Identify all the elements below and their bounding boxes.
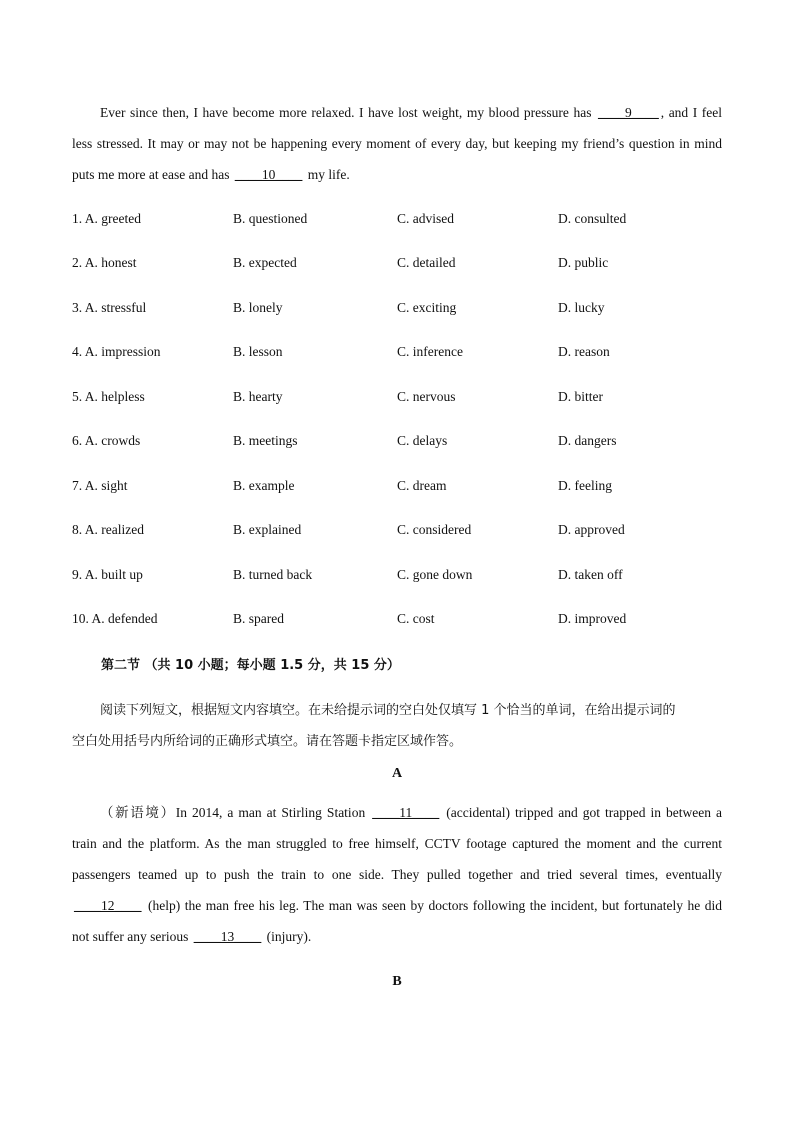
text: not suffer any serious [72,929,192,944]
passage-line-1 [72,97,722,128]
option-a: 8. A. realized [72,522,144,537]
option-d: D. dangers [558,433,617,448]
option-b: B. meetings [233,433,298,448]
blank-11: ____11____ [372,805,440,820]
blank-10: ____10____ [234,167,303,182]
text: (accidental) tripped and got trapped in between a [441,805,723,820]
option-d: D. consulted [558,211,627,226]
option-a: 4. A. impression [72,344,161,359]
option-row [72,389,732,415]
option-row [72,255,732,281]
instruction-line-2: 空白处用括号内所给词的正确形式填空。请在答题卡指定区域作答。 [72,734,463,749]
text: （新语境）In 2014, a man at Stirling Station [100,805,371,820]
option-b: B. questioned [233,211,308,226]
passage-end [72,97,722,190]
option-a: 1. A. greeted [72,211,141,226]
text: Ever since then, I have become more relaxed. I have lost weight, my blood pressure has [100,105,597,120]
option-d: D. taken off [558,567,623,582]
option-b: B. lonely [233,300,283,315]
option-a: 9. A. built up [72,567,143,582]
option-a: 2. A. honest [72,255,137,270]
option-row [72,433,732,459]
text: puts me more at ease and has [72,167,233,182]
option-d: D. lucky [558,300,605,315]
passage-a-line-4 [72,890,722,921]
option-b: B. turned back [233,567,313,582]
option-c: C. delays [397,433,448,448]
text: (injury). [263,929,312,944]
blank-9: ____9____ [598,105,659,120]
text: (help) the man free his leg. The man was seen by doctors following the incident, but fortunately he did [143,898,722,913]
option-b: B. spared [233,611,284,626]
option-row [72,211,732,237]
option-row [72,522,732,548]
instruction-line-1: 阅读下列短文，根据短文内容填空。在未给提示词的空白处仅填写 1 个恰当的单词，在给出提示词的 [100,703,676,718]
passage-a-line-3: passengers teamed up to push the train to one side. They pulled together and tried several times, eventually [72,867,722,882]
blank-12: ____12____ [74,898,142,913]
option-c: C. exciting [397,300,457,315]
option-c: C. cost [397,611,435,626]
option-a: 7. A. sight [72,478,128,493]
option-d: D. reason [558,344,610,359]
option-c: C. dream [397,478,447,493]
option-b: B. example [233,478,295,493]
section-title: 第二节 （共 10 小题；每小题 1.5 分，共 15 分） [101,658,400,673]
passage-a-line-5 [72,921,722,952]
passage-line-2: less stressed. It may or may not be happening every moment of every day, but keeping my friend’s question in mind [72,136,722,151]
option-a: 10. A. defended [72,611,158,626]
option-row [72,611,732,637]
option-b: B. explained [233,522,302,537]
option-d: D. improved [558,611,627,626]
text: my life. [304,167,350,182]
option-row [72,300,732,326]
option-d: D. public [558,255,609,270]
passage-b-heading: B [392,974,402,989]
section-instructions [72,695,722,757]
blank-13: ____13____ [193,929,262,944]
option-c: C. detailed [397,255,456,270]
option-d: D. approved [558,522,625,537]
option-c: C. advised [397,211,454,226]
option-row [72,478,732,504]
passage-a [72,797,722,952]
option-a: 6. A. crowds [72,433,141,448]
option-c: C. gone down [397,567,473,582]
option-b: B. expected [233,255,297,270]
option-row [72,344,732,370]
passage-a-line-2: train and the platform. As the man struggled to free himself, CCTV footage captured the moment and the current [72,836,722,851]
option-d: D. bitter [558,389,603,404]
passage-a-heading: A [391,766,403,781]
option-a: 5. A. helpless [72,389,145,404]
option-c: C. considered [397,522,472,537]
option-c: C. inference [397,344,463,359]
option-row [72,567,732,593]
passage-line-3 [72,159,722,190]
option-c: C. nervous [397,389,456,404]
passage-a-line-1 [72,797,722,828]
option-a: 3. A. stressful [72,300,147,315]
option-b: B. lesson [233,344,283,359]
option-b: B. hearty [233,389,283,404]
option-d: D. feeling [558,478,612,493]
text: , and I feel [660,105,723,120]
